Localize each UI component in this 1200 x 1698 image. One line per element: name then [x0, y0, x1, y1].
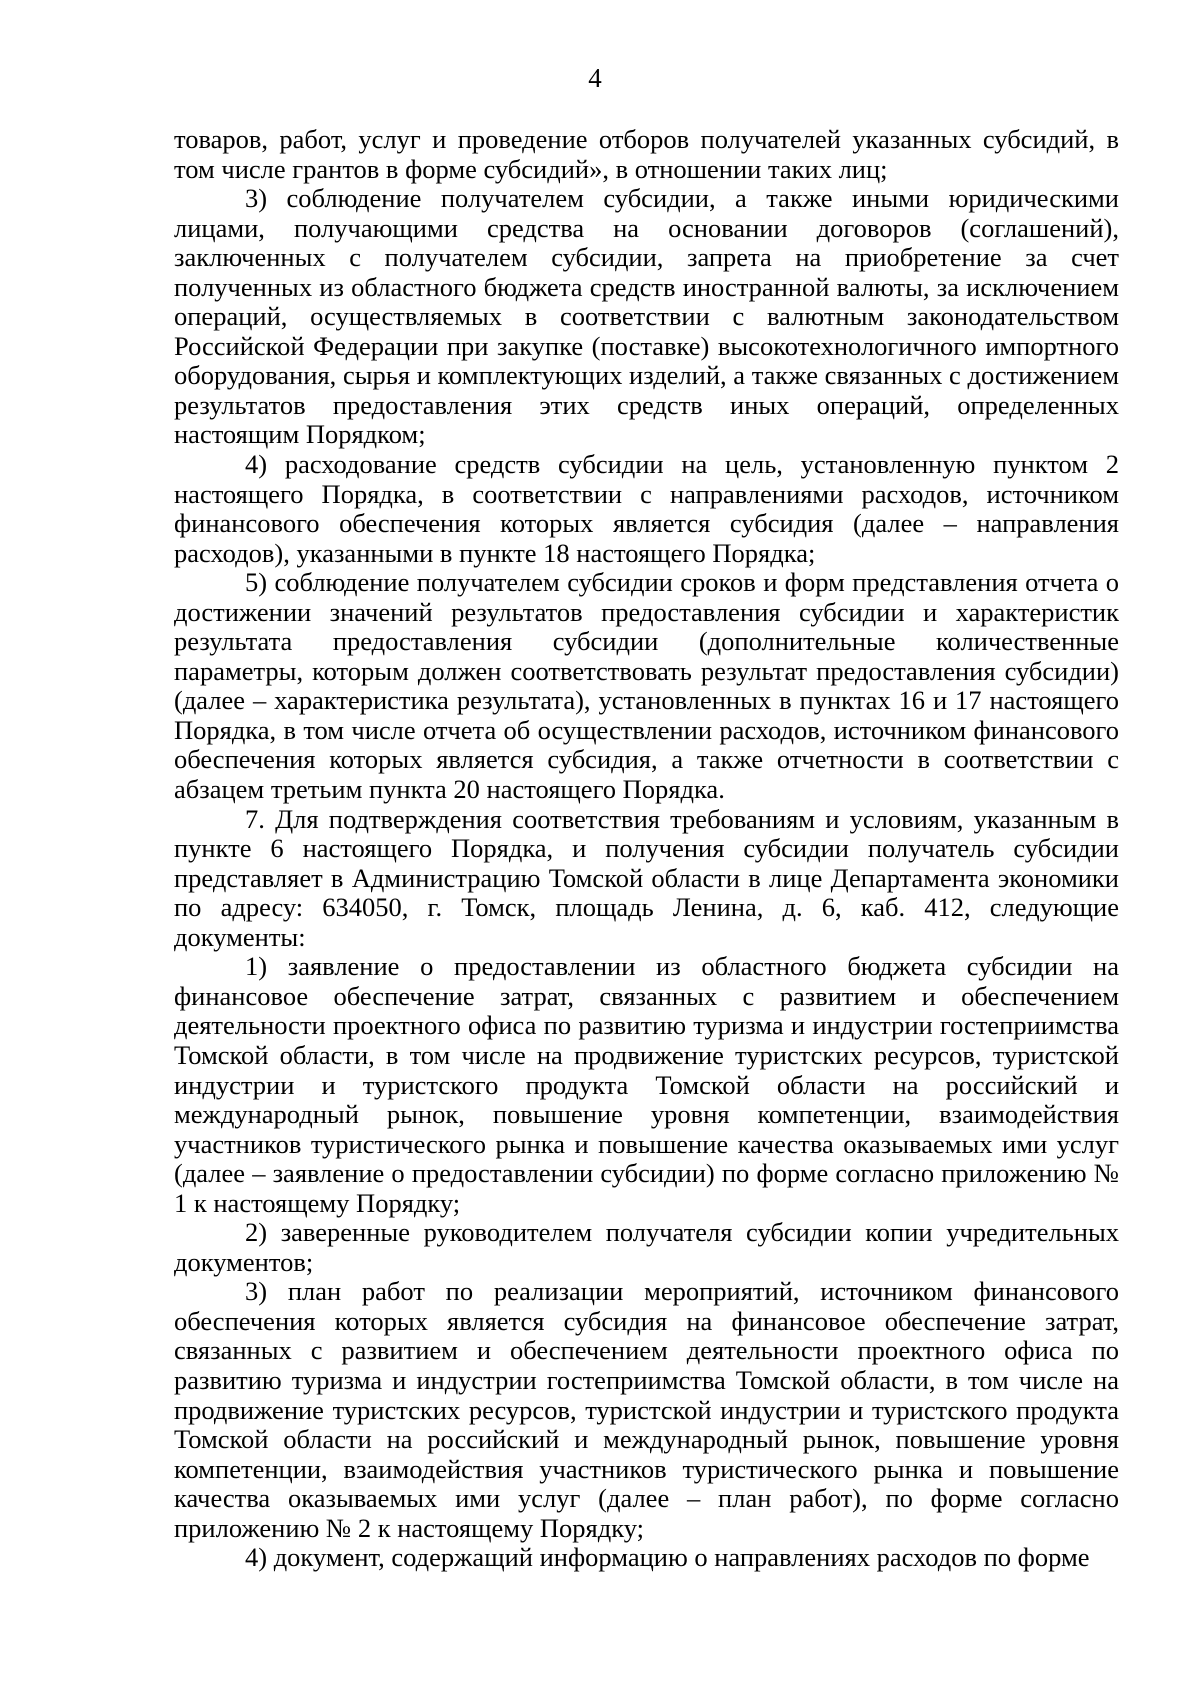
paragraph-doc-2: 2) заверенные руководителем получателя субсидии копии учредительных документов; — [174, 1217, 1119, 1277]
page-number: 4 — [588, 63, 602, 93]
paragraph-clause-7: 7. Для подтверждения соответствия требованиям и условиям, указанным в пункте 6 настоящего Порядка, и получения субсидии получатель субсидии представляет в Администрацию Томской области в лице Департамента экономики по адресу: 634050, г. Томск, площадь Ленина, д. 6, каб. 412, следующие документы: — [174, 803, 1119, 952]
paragraph-item-5: 5) соблюдение получателем субсидии сроков и форм представления отчета о достижении значений результатов предоставления субсидии и характеристик результата предоставления субсидии (дополнительные количественные параметры, которым должен соответствовать результат предоставления субсидии) (далее – характеристика результата), установленных в пунктах 16 и 17 настоящего Порядка, в том числе отчета об осуществлении расходов, источником финансового обеспечения которых является субсидия, а также отчетности в соответствии с абзацем третьим пункта 20 настоящего Порядка. — [174, 567, 1119, 805]
paragraph-continuation: товаров, работ, услуг и проведение отборов получателей указанных субсидий, в том числе грантов в форме субсидий», в отношении таких лиц; — [174, 124, 1119, 184]
paragraph-doc-4: 4) документ, содержащий информацию о направлениях расходов по форме — [245, 1542, 1090, 1573]
paragraph-item-3: 3) соблюдение получателем субсидии, а также иными юридическими лицами, получающими средства на основании договоров (соглашений), заключенных с получателем субсидии, запрета на приобретение за счет полученных из областного бюджета средств иностранной валюты, за исключением операций, осуществляемых в соответствии с валютным законодательством Российской Федерации при закупке (поставке) высокотехнологичного импортного оборудования, сырья и комплектующих изделий, а также связанных с достижением результатов предоставления этих средств иных операций, определенных настоящим Порядком; — [174, 183, 1119, 450]
paragraph-item-4: 4) расходование средств субсидии на цель, установленную пунктом 2 настоящего Порядка, в соответствии с направлениями расходов, источником финансового обеспечения которых является субсидия (далее – направления расходов), указанными в пункте 18 настоящего Порядка; — [174, 449, 1119, 568]
document-body — [174, 125, 1119, 1573]
paragraph-doc-1: 1) заявление о предоставлении из областного бюджета субсидии на финансовое обеспечение затрат, связанных с развитием и обеспечением деятельности проектного офиса по развитию туризма и индустрии гостеприимства Томской области, в том числе на продвижение туристских ресурсов, туристской индустрии и туристского продукта Томской области на российский и международный рынок, повышение уровня компетенции, взаимодействия участников туристического рынка и повышение качества оказываемых ими услуг (далее – заявление о предоставлении субсидии) по форме согласно приложению № 1 к настоящему Порядку; — [174, 951, 1119, 1218]
paragraph-doc-3: 3) план работ по реализации мероприятий, источником финансового обеспечения которых является субсидия на финансовое обеспечение затрат, связанных с развитием и обеспечением деятельности проектного офиса по развитию туризма и индустрии гостеприимства Томской области, в том числе на продвижение туристских ресурсов, туристской индустрии и туристского продукта Томской области на российский и международный рынок, повышение уровня компетенции, взаимодействия участников туристического рынка и повышение качества оказываемых ими услуг (далее – план работ), по форме согласно приложению № 2 к настоящему Порядку; — [174, 1276, 1119, 1543]
